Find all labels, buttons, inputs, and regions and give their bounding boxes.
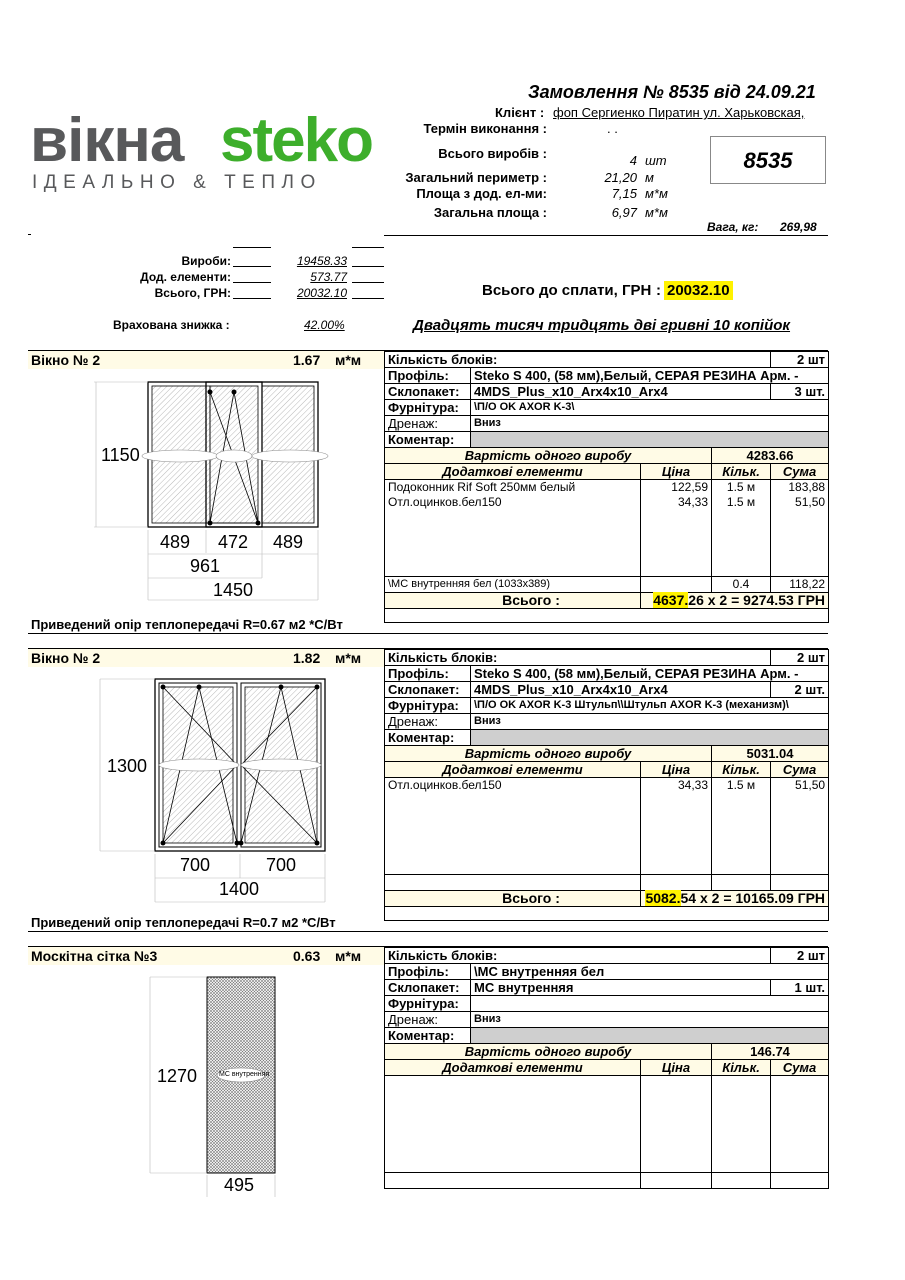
label-comment-3: Коментар: (385, 1028, 471, 1044)
pay-colon: : (656, 282, 661, 299)
pay-value: 20032.10 (664, 281, 733, 300)
item-2-drainage: Вниз (471, 714, 829, 730)
area-add-value: 7,15 (611, 186, 637, 201)
item-2-spec-table (384, 649, 829, 921)
item-2-glass: 4MDS_Plus_x10_Arx4x10_Arx4 (471, 682, 771, 698)
grand-total-value: 20032.10 (296, 286, 347, 300)
area-label: Загальна площа : (433, 205, 547, 220)
logo-word-steko: steko (220, 106, 372, 175)
term-value: . . (607, 121, 618, 136)
products-value: 19458.33 (296, 254, 347, 268)
client-label: Клієнт : (495, 105, 545, 120)
totals-block (100, 245, 390, 305)
label-hardware-2: Фурнітура: (385, 698, 471, 714)
label-extras-3: Додаткові елементи (385, 1060, 641, 1076)
item-3-glass: МС внутренняя (471, 980, 771, 996)
label-glass: Склопакет: (385, 384, 471, 400)
area-unit: м*м (645, 205, 668, 220)
item-1-area-unit: м*м (335, 352, 362, 368)
item-3-profile: \МС внутренняя бел (471, 964, 829, 980)
label-comment-2: Коментар: (385, 730, 471, 746)
dim-1-total: 1450 (213, 580, 254, 600)
label-hardware-3: Фурнітура: (385, 996, 471, 1012)
item-3-comment (471, 1028, 829, 1044)
mesh-3-drawing (145, 975, 285, 1200)
item-2-profile: Steko S 400, (58 мм),Белый, СЕРАЯ РЕЗИНА Арм. - (471, 666, 829, 682)
item-3-unit-cost: 146.74 (712, 1044, 829, 1060)
area-add-unit: м*м (645, 186, 668, 201)
label-price: Ціна (641, 464, 712, 480)
client-value: фоп Сергиенко Пиратин ул. Харьковская, (553, 105, 805, 120)
item-2-glass-qty: 2 шт. (771, 682, 829, 698)
dim-1-w3: 489 (273, 532, 304, 552)
header-divider (384, 235, 828, 236)
dim-1-height: 1150 (101, 445, 140, 465)
label-blocks-3: Кількість блоків: (385, 948, 771, 964)
extras-total-value: 573.77 (310, 270, 347, 284)
extra-1-1-sum: 183,88 (771, 480, 829, 496)
label-profile-3: Профіль: (385, 964, 471, 980)
label-price-2: Ціна (641, 762, 712, 778)
item-1-unit-cost: 4283.66 (712, 448, 829, 464)
item-3-hardware (471, 996, 829, 1012)
extra-1-1-name: Подоконник Rif Soft 250мм белый (385, 480, 641, 496)
dim-2-height: 1300 (107, 756, 148, 776)
label-extras-2: Додаткові елементи (385, 762, 641, 778)
label-comment: Коментар: (385, 432, 471, 448)
item-3-glass-qty: 1 шт. (771, 980, 829, 996)
area-value: 6,97 (611, 205, 637, 220)
label-sum: Сума (771, 464, 829, 480)
label-hardware: Фурнітура: (385, 400, 471, 416)
item-1-blocks: 2 шт (771, 352, 829, 368)
weight-label: Вага, кг: (707, 220, 759, 234)
item-1-bottomline (28, 633, 828, 634)
label-qty: Кільк. (712, 464, 771, 480)
label-sum-2: Сума (771, 762, 829, 778)
label-drainage-2: Дренаж: (385, 714, 471, 730)
label-glass-3: Склопакет: (385, 980, 471, 996)
dim-1-w2: 472 (218, 532, 249, 552)
dim-1-w12: 961 (190, 556, 221, 576)
item-2-total-hl: 5082. (645, 890, 681, 906)
dim-1-w1: 489 (160, 532, 191, 552)
header-divider-left (28, 234, 31, 235)
label-qty-3: Кільк. (712, 1060, 771, 1076)
extra-1-1-qty: 1.5 м (712, 480, 771, 496)
dim-3-height: 1270 (157, 1066, 198, 1086)
label-glass-2: Склопакет: (385, 682, 471, 698)
item-1-drainage: Вниз (471, 416, 829, 432)
logo-slogan: ІДЕАЛЬНО & ТЕПЛО (32, 172, 322, 193)
label-blocks: Кількість блоків: (385, 352, 771, 368)
item-3-drainage: Вниз (471, 1012, 829, 1028)
grand-total-label: Всього, ГРН: (154, 286, 231, 300)
extra-2-1-sum: 51,50 (771, 778, 829, 794)
item-1-profile: Steko S 400, (58 мм),Белый, СЕРАЯ РЕЗИНА Арм. - (471, 368, 829, 384)
item-3-area: 0.63 (293, 948, 321, 964)
item-3-blocks: 2 шт (771, 948, 829, 964)
item-1-spec-table (384, 351, 829, 623)
extra-1-2-name: Отл.оцинков.бел150 (385, 495, 641, 510)
weight-value: 269,98 (780, 220, 817, 234)
label-sum-3: Сума (771, 1060, 829, 1076)
extra-1-last-name: \МС внутренняя бел (1033x389) (385, 577, 641, 593)
item-2-comment (471, 730, 829, 746)
item-3-area-unit: м*м (335, 948, 362, 964)
extra-2-1-price: 34,33 (641, 778, 712, 794)
discount-label: Врахована знижка : (113, 318, 230, 332)
extra-2-1-qty: 1.5 м (712, 778, 771, 794)
extra-1-last-sum: 118,22 (771, 577, 829, 593)
label-drainage: Дренаж: (385, 416, 471, 432)
logo-word-vikna: вікна (30, 106, 184, 175)
item-1-total-hl: 4637. (653, 592, 689, 608)
item-2-area: 1.82 (293, 650, 321, 666)
window-2-drawing (95, 676, 335, 906)
label-total-1: Всього : (385, 593, 641, 609)
item-1-area: 1.67 (293, 352, 321, 368)
item-2-unit-cost: 5031.04 (712, 746, 829, 762)
item-1-resistance: Приведений опір теплопередачі R=0.67 м2 *С/Вт (31, 617, 343, 632)
extra-1-2-price: 34,33 (641, 495, 712, 510)
extras-total-label: Дод. елементи: (140, 270, 231, 284)
dim-2-w1: 700 (180, 855, 211, 875)
label-profile-2: Профіль: (385, 666, 471, 682)
mesh-3-label: МС внутренняя (219, 1071, 270, 1078)
perimeter-label: Загальний периметр : (405, 170, 547, 185)
label-unit-cost-3: Вартість одного виробу (385, 1044, 712, 1060)
label-profile: Профіль: (385, 368, 471, 384)
item-2-resistance: Приведений опір теплопередачі R=0.7 м2 *С/Вт (31, 915, 336, 930)
extra-1-1-price: 122,59 (641, 480, 712, 496)
item-1-glass-qty: 3 шт. (771, 384, 829, 400)
label-extras: Додаткові елементи (385, 464, 641, 480)
area-add-label: Площа з дод. ел-ми: (416, 186, 547, 201)
perimeter-value: 21,20 (604, 170, 637, 185)
item-1-comment (471, 432, 829, 448)
extra-1-last-price (641, 577, 712, 593)
extra-1-last-qty: 0.4 (712, 577, 771, 593)
dim-2-w2: 700 (266, 855, 297, 875)
items-unit: шт (645, 153, 667, 168)
products-label: Вироби: (181, 254, 231, 268)
item-1-total-rest: 26 x 2 = 9274.53 ГРН (688, 592, 826, 608)
label-price-3: Ціна (641, 1060, 712, 1076)
extra-1-2-qty: 1.5 м (712, 495, 771, 510)
label-unit-cost: Вартість одного виробу (385, 448, 712, 464)
item-1-glass: 4MDS_Plus_x10_Arx4x10_Arx4 (471, 384, 771, 400)
item-2-area-unit: м*м (335, 650, 362, 666)
extra-1-2-sum: 51,50 (771, 495, 829, 510)
discount-value: 42.00% (304, 318, 345, 332)
item-2-bottomline (28, 931, 828, 932)
pay-words: Двадцять тисяч тридцять дві гривні 10 копійок (413, 317, 791, 334)
extra-2-1-name: Отл.оцинков.бел150 (385, 778, 641, 794)
label-unit-cost-2: Вартість одного виробу (385, 746, 712, 762)
items-value: 4 (629, 153, 637, 168)
label-total-2: Всього : (385, 891, 641, 907)
item-2-blocks: 2 шт (771, 650, 829, 666)
label-blocks-2: Кількість блоків: (385, 650, 771, 666)
item-2-title: Вікно № 2 (31, 650, 101, 666)
item-2-hardware: \П/О OK AXOR K-3 Штульп\\Штульп AXOR K-3 (механизм)\ (471, 698, 829, 714)
items-label: Всього виробів : (438, 146, 547, 161)
item-1-title: Вікно № 2 (31, 352, 101, 368)
item-1-hardware: \П/О OK AXOR K-3\ (471, 400, 829, 416)
label-qty-2: Кільк. (712, 762, 771, 778)
perimeter-unit: м (645, 170, 654, 185)
item-3-spec-table (384, 947, 829, 1189)
order-number-box: 8535 (710, 136, 826, 184)
order-title: Замовлення № 8535 від 24.09.21 (528, 82, 816, 102)
logo (30, 108, 390, 198)
label-drainage-3: Дренаж: (385, 1012, 471, 1028)
pay-label: Всього до сплати, ГРН (482, 282, 652, 299)
term-label: Термін виконання : (423, 121, 547, 136)
dim-2-total: 1400 (219, 879, 260, 899)
dim-3-width: 495 (224, 1175, 255, 1195)
item-3-title: Москітна сітка №3 (31, 948, 158, 964)
item-2-total-rest: 54 x 2 = 10165.09 ГРН (680, 890, 826, 906)
